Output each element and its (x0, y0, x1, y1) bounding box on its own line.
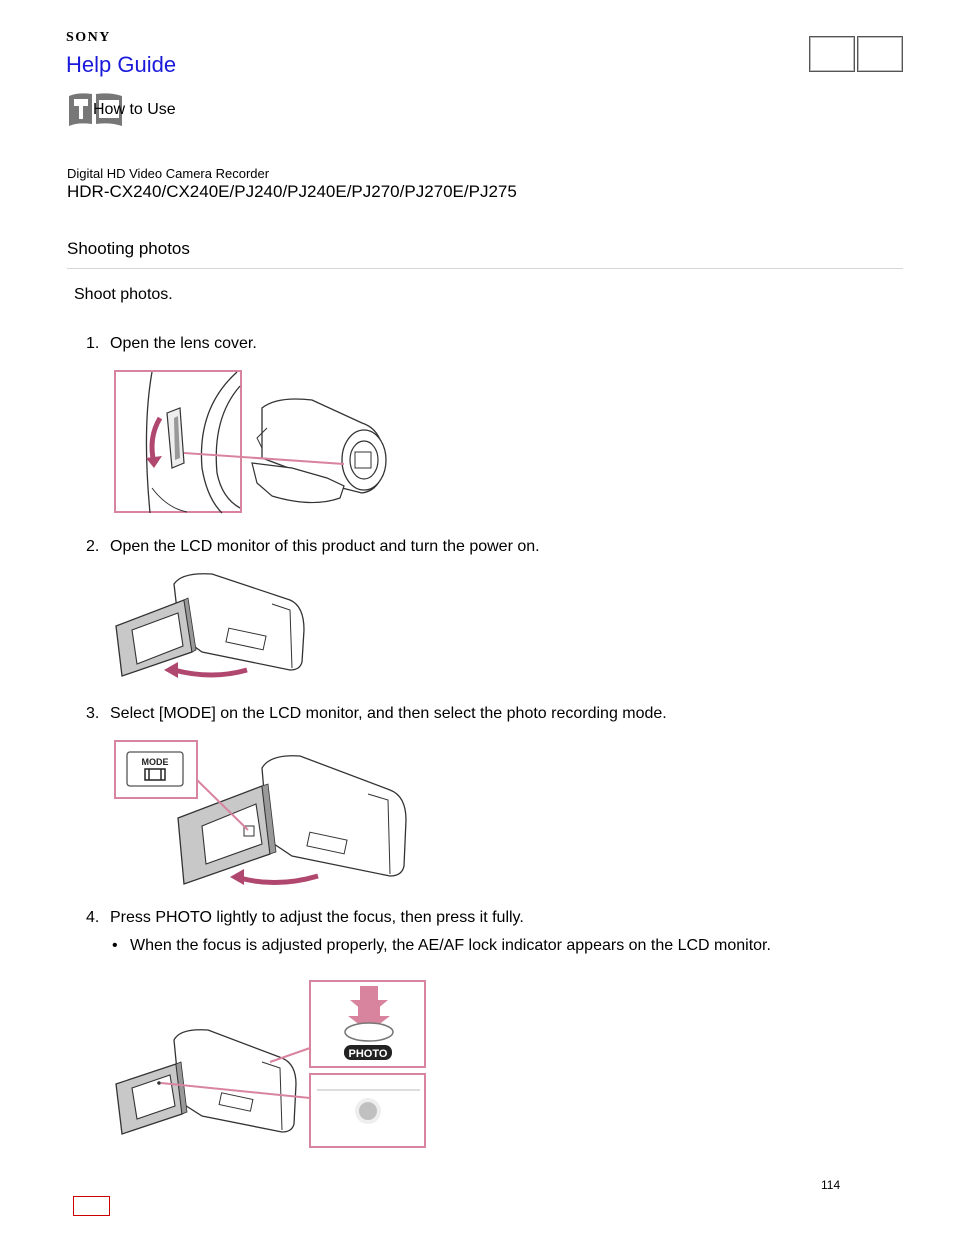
step-1-text: Open the lens cover. (110, 335, 257, 352)
photo-button-label: PHOTO (348, 1048, 388, 1060)
photo-button-illustration (112, 978, 432, 1153)
mode-select-illustration (112, 738, 412, 888)
product-category: Digital HD Video Camera Recorder (67, 166, 270, 181)
mode-button-label: MODE (141, 757, 169, 767)
step-4-text: Press PHOTO lightly to adjust the focus, then press it fully. (110, 909, 524, 926)
page-number: 114 (821, 1178, 841, 1192)
step-4-number: 4. (86, 909, 100, 926)
top-of-page-link[interactable] (73, 1196, 110, 1216)
prev-page-button[interactable] (809, 36, 855, 72)
title-divider (67, 268, 903, 269)
step-1 (86, 335, 257, 353)
step-4-note (112, 937, 771, 955)
bullet-dot: • (112, 937, 118, 954)
step-3-number: 3. (86, 705, 100, 722)
open-lcd-illustration (112, 570, 312, 685)
step-4 (86, 909, 524, 927)
lens-cover-illustration (112, 368, 392, 516)
sony-logo: SONY (66, 30, 111, 45)
next-page-button[interactable] (857, 36, 903, 72)
step-3-text: Select [MODE] on the LCD monitor, and then select the photo recording mode. (110, 705, 667, 722)
step-3 (86, 705, 667, 723)
how-to-use-label: How to Use (93, 101, 176, 118)
page-title: Shooting photos (67, 239, 190, 258)
step-4-note-text: When the focus is adjusted properly, the AE/AF lock indicator appears on the LCD monitor. (130, 937, 771, 954)
step-2-text: Open the LCD monitor of this product and turn the power on. (110, 538, 540, 555)
step-1-number: 1. (86, 335, 100, 352)
product-models: HDR-CX240/CX240E/PJ240/PJ240E/PJ270/PJ270E/PJ275 (67, 182, 517, 201)
help-guide-link[interactable]: Help Guide (66, 52, 177, 77)
step-2-number: 2. (86, 538, 100, 555)
step-2 (86, 538, 540, 556)
intro-text: Shoot photos. (74, 286, 173, 303)
